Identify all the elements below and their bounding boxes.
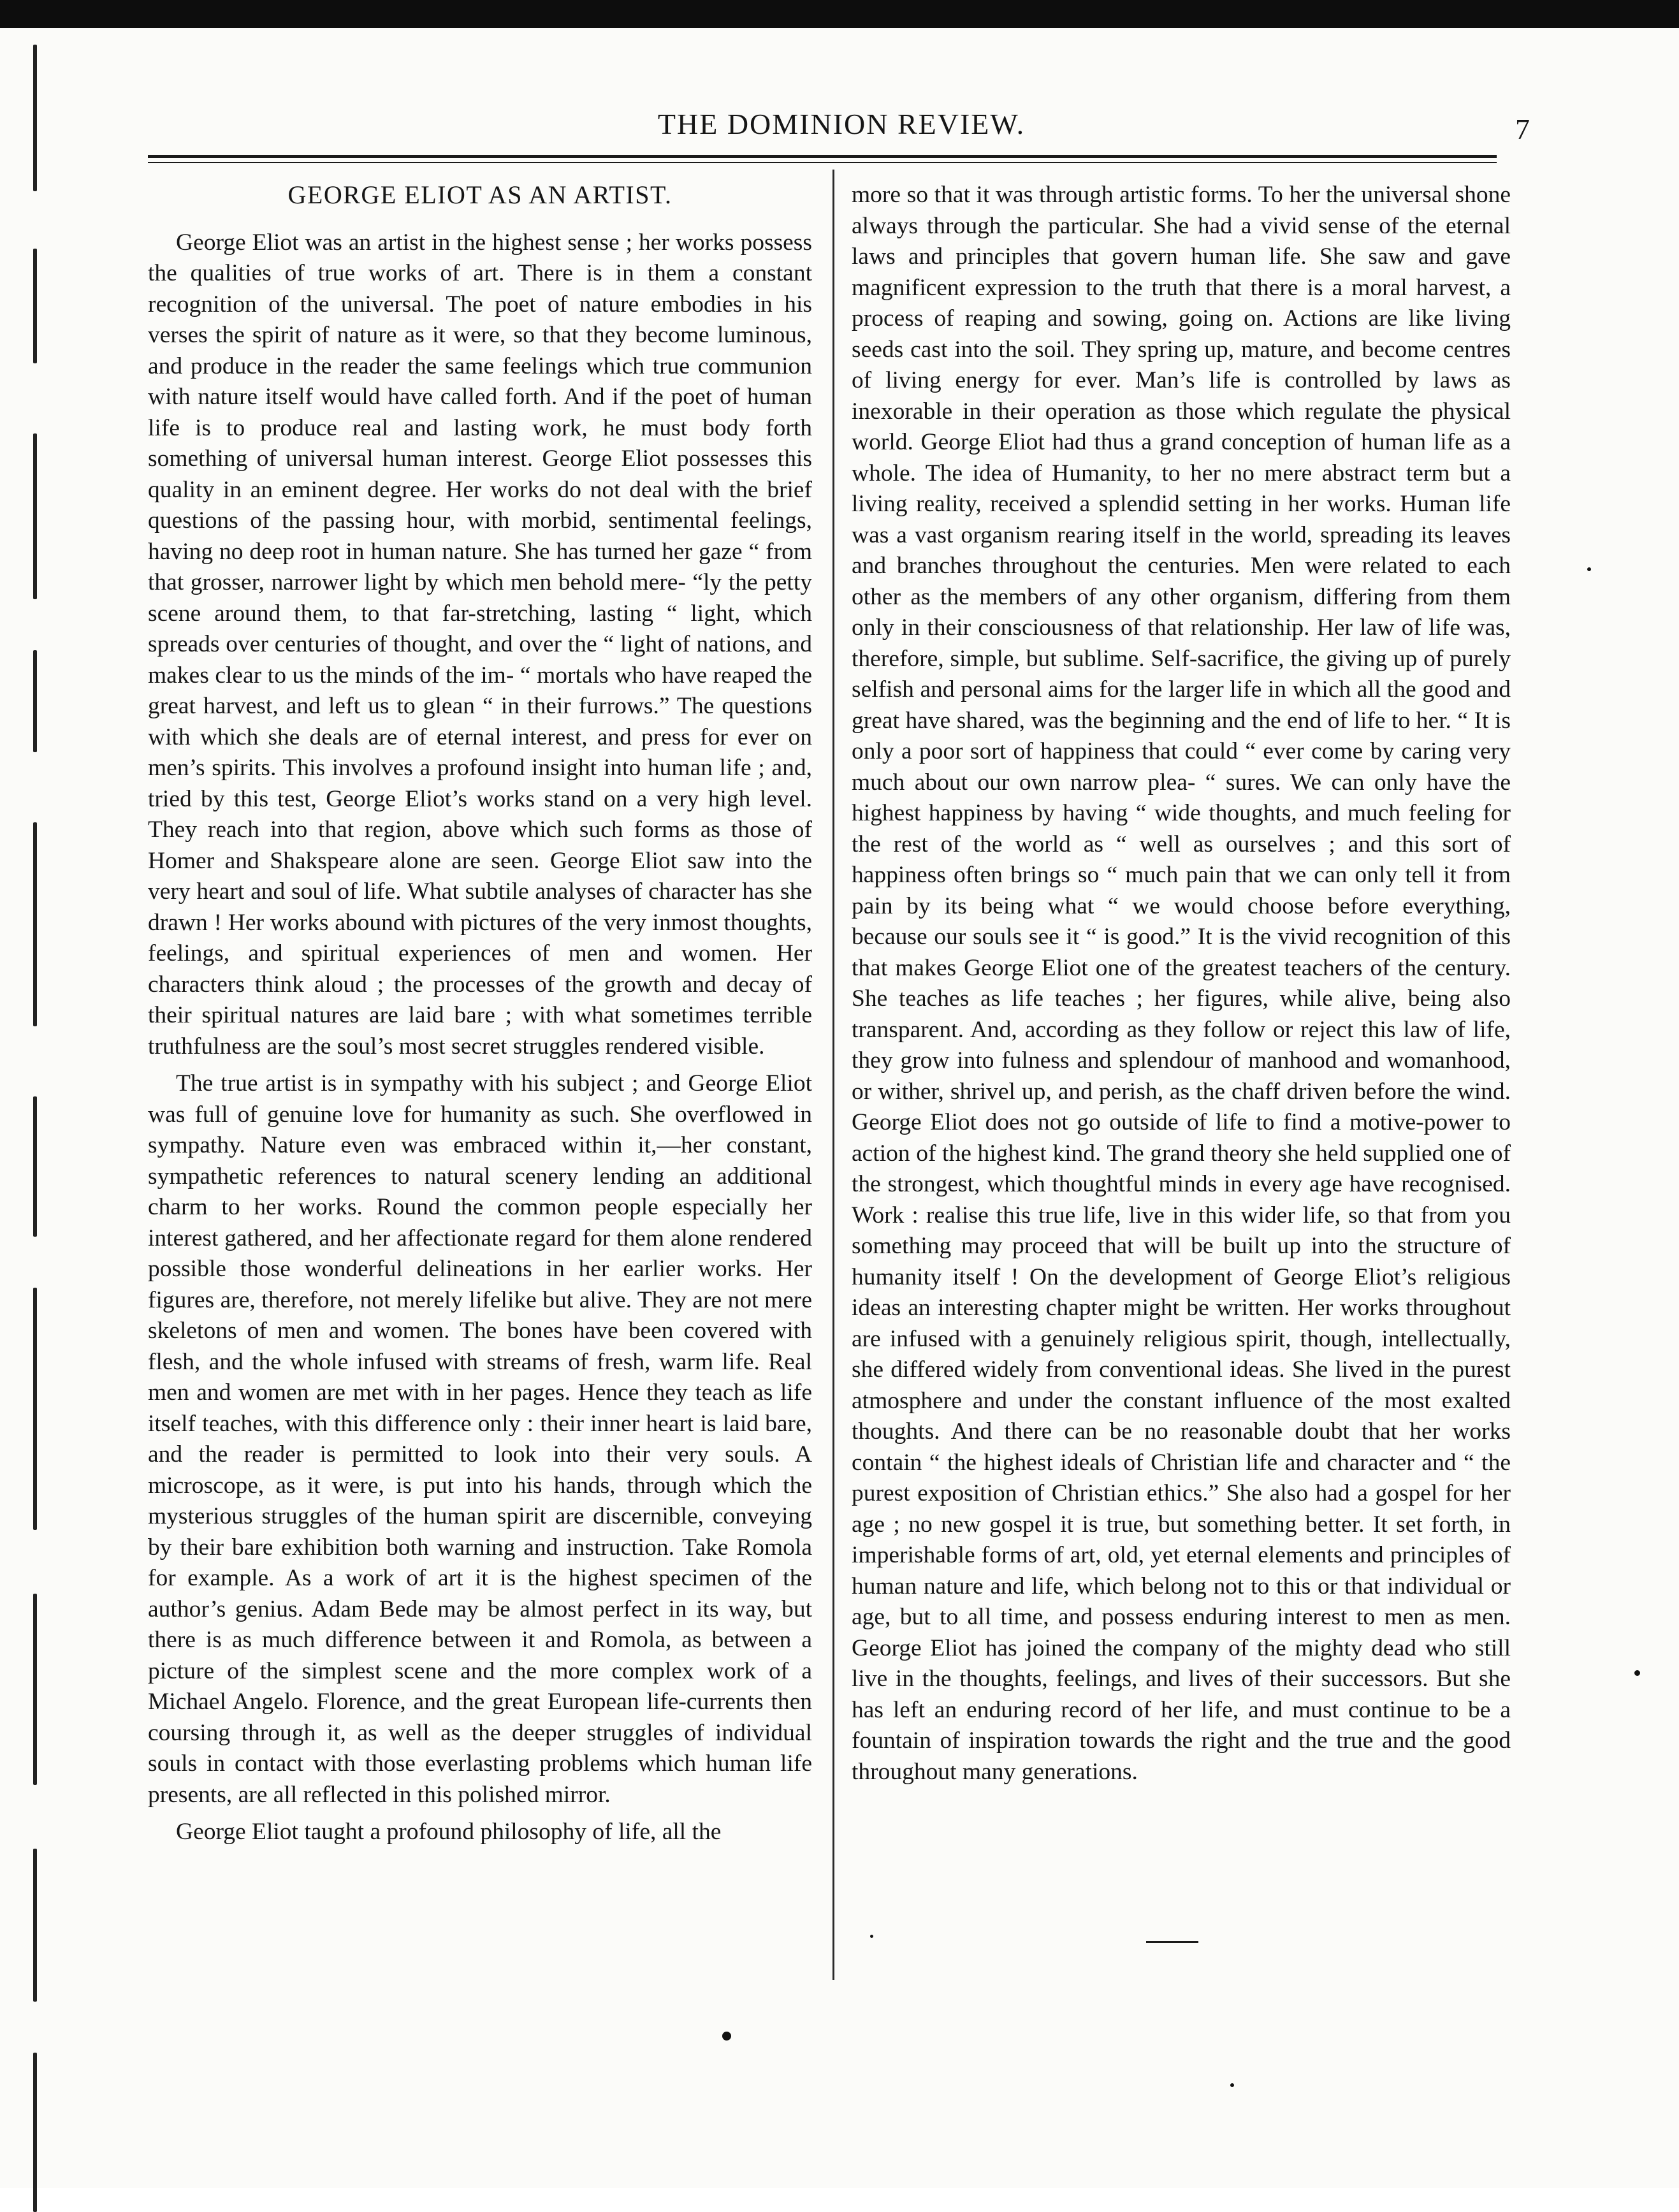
left-column	[148, 180, 812, 1848]
scan-speck	[722, 2032, 731, 2041]
paragraph-3-start: George Eliot taught a profound philosophy of life, all the	[176, 1819, 722, 1845]
scan-speck	[870, 1935, 873, 1938]
scan-speck	[1634, 1670, 1640, 1676]
article-end-rule	[1146, 1941, 1198, 1943]
article-title: GEORGE ELIOT AS AN ARTIST.	[287, 180, 672, 209]
scan-speck	[1587, 567, 1591, 571]
paragraph-1: George Eliot was an artist in the highest sense ; her works possess the qualities of true works of art. There is in them a constant recognition of the universal. The poet of nature embodies in his verses the spirit of nature as it were, so that they become luminous, and produce in the reader the same feelings which true communion with nature itself would have called forth. And if the poet of human life is to produce real and lasting work, he must body forth something of universal human interest. George Eliot possesses this quality in an eminent degree. Her works do not deal with the brief questions of the passing hour, with morbid, sentimental feelings, having no deep root in human nature. She has turned her gaze “ from that grosser, narrower light by which men behold mere- “ly the petty scene around them, to that far-stretching, lasting “ light, which spreads over centuries of thought, and over the “ light of nations, and makes clear to us the minds of the im- “ mortals who have reaped the great harvest, and left us to glean “ in their furrows.” The questions with which she deals are of eternal interest, and press for ever on men’s spirits. This involves a profound insight into human life ; and, tried by this test, George Eliot’s works stand on a very high level. They reach into that region, above which such forms as those of Homer and Shakspeare alone are seen. George Eliot saw into the very heart and soul of life. What subtile analyses of character has she drawn ! Her works abound with pictures of the very inmost thoughts, feelings, and spiritual experiences of men and women. Her characters think aloud ; the processes of the growth and decay of their spiritual natures are laid bare ; with what sometimes terrible truthfulness are the soul’s most secret struggles rendered visible.	[148, 229, 812, 1059]
binding-edge-marks	[33, 38, 42, 2188]
header-rule-thin	[148, 162, 1497, 163]
paragraph-3-continued: more so that it was through artistic forms. To her the universal shone always through the particular. She had a vivid sense of the eternal laws and principles that govern human life. She saw and gave magnificent expression to the truth that there is a moral harvest, a process of reaping and sowing, going on. Actions are like living seeds cast into the soil. They spring up, mature, and become centres of living energy for ever. Man’s life is controlled by laws as inexorable in their operation as those which regulate the physical world. George Eliot had thus a grand conception of human life as a whole. The idea of Humanity, to her no mere abstract term but a living reality, received a splendid setting in her works. Human life was a vast organism rearing itself in the world, spreading its leaves and branches throughout the centuries. Men were related to each other as the members of any other organism, differing from them only in their consciousness of that relationship. Her law of life was, therefore, simple, but sublime. Self-sacrifice, the giving up of purely selfish and personal aims for the larger life in which all the good and great have shared, was the beginning and the end of life to her. “ It is only a poor sort of happiness that could “ ever come by caring very much about our own narrow plea- “ sures. We can only have the highest happiness by having “ wide thoughts, and much feeling for the rest of the world as “ well as ourselves ; and this sort of happiness often brings so “ much pain that we can only tell it from pain by its being what “ we would choose before everything, because our souls see it “ is good.” It is the vivid recognition of this that makes George Eliot one of the greatest teachers of the century. She teaches as life teaches ; her figures, while alive, being also transparent. And, according as they follow or reject this law of life, they grow into fulness and splendour of manhood and womanhood, or wither, shrivel up, and perish, as the chaff driven before the wind. George Eliot does not go outside of life to find a motive-power to action of the highest kind. The grand theory she held supplied one of the strongest, which thoughtful minds in every age have recognised. Work : realise this true life, live in this wider life, so that from you something may proceed that will be built up into the structure of humanity itself ! On the development of George Eliot’s religious ideas an interesting chapter might be written. Her works throughout are infused with a genuinely religious spirit, though, intellectually, she differed widely from conventional ideas. She lived in the purest atmosphere and under the constant influence of the most exalted thoughts. And there can be no reasonable doubt that her works contain “ the highest ideals of Christian life and character and “ the purest exposition of Christian ethics.” She also had a gospel for her age ; no new gospel it is true, but something better. It set forth, in imperishable forms of art, old, yet eternal elements and principles of human nature and life, which belong not to this or that individual or age, but to all time, and possess enduring interest to men as men. George Eliot has joined the company of the mighty dead who still live in the thoughts, feelings, and lives of their successors. But she has left an enduring record of her life, and must continue to be a fountain of inspiration towards the right and the true and the good throughout many generations.	[852, 182, 1511, 1785]
header-rule-thick	[148, 155, 1497, 158]
page-number: 7	[1515, 113, 1530, 145]
right-column	[852, 180, 1511, 1787]
scan-top-edge	[0, 0, 1679, 28]
running-head: THE DOMINION REVIEW.	[657, 108, 1026, 140]
page-header	[153, 107, 1530, 158]
column-divider	[832, 170, 834, 1980]
scan-speck	[1230, 2083, 1234, 2087]
paragraph-2: The true artist is in sympathy with his subject ; and George Eliot was full of genuine love for humanity as such. She overflowed in sympathy. Nature even was embraced within it,—her constant, sympathetic references to natural scenery lending an additional charm to her works. Round the common people especially her interest gathered, and her affectionate regard for them alone rendered possible those wonderful delineations in her earlier works. Her figures are, therefore, not merely lifelike but alive. They are not mere skeletons of men and women. The bones have been covered with flesh, and the whole infused with streams of fresh, warm life. Real men and women are met with in her pages. Hence they teach as life itself teaches, with this difference only : their inner heart is laid bare, and the reader is permitted to look into their very souls. A microscope, as it were, is put into his hands, through which the mysterious struggles of the human spirit are discernible, conveying by their bare exhibition both warning and instruction. Take Romola for example. As a work of art it is the highest specimen of the author’s genius. Adam Bede may be almost perfect in its way, but there is as much difference between it and Romola, as between a picture of the simplest scene and the more complex work of a Michael Angelo. Florence, and the great European life-currents then coursing through it, as well as the deeper struggles of individual souls in contact with those everlasting problems which human life presents, are all reflected in this polished mirror.	[148, 1070, 812, 1808]
